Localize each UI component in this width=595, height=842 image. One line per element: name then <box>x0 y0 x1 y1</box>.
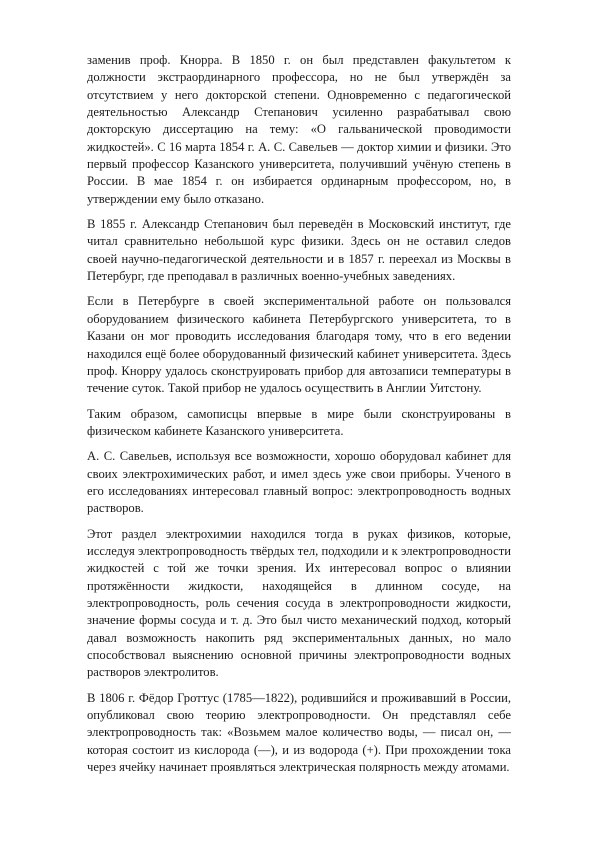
paragraph-7: В 1806 г. Фёдор Гроттус (1785—1822), родившийся и проживавший в России, опубликовал свою теорию электропроводности. Он представлял себе электропроводность так: «Возьмем малое количество воды, — писал он, — которая состоит из кислорода (—), и из водорода (+). При прохождении тока через ячейку начинает проявляться электрическая полярность между атомами. <box>87 690 511 775</box>
document-page <box>87 52 511 784</box>
paragraph-6: Этот раздел электрохимии находился тогда в руках физиков, которые, исследуя электропроводность твёрдых тел, подходили и к электропроводности жидкостей с той же точки зрения. Их интересовал вопрос о влиянии протяжённости жидкости, находящейся в длинном сосуде, на электропроводность, роль сечения сосуда в электропроводности жидкости, значение формы сосуда и т. д. Это был чисто механический подход, который давал возможность накопить ряд экспериментальных данных, но мало способствовал выяснению основной причины электропроводности водных растворов электролитов. <box>87 526 511 680</box>
paragraph-1: заменив проф. Кнорра. В 1850 г. он был представлен факультетом к должности экстраординарного профессора, но не был утверждён за отсутствием у него докторской степени. Одновременно с педагогической деятельностью Александр Степанович усиленно разрабатывал свою докторскую диссертацию на тему: «О гальванической проводимости жидкостей». С 16 марта 1854 г. А. С. Савельев — доктор химии и физики. Это первый профессор Казанского университета, получивший учёную степень в России. В мае 1854 г. он избирается ординарным профессором, но, в утверждении ему было отказано. <box>87 53 511 206</box>
paragraph-3: Если в Петербурге в своей экспериментальной работе он пользовался оборудованием физического кабинета Петербургского университета, то в Казани он мог проводить исследования благодаря тому, что в его ведении находился ещё более оборудованный физический кабинет университета. Здесь проф. Кнорру удалось сконструировать прибор для автозаписи температуры в течение суток. Такой прибор не удалось осуществить в Англии Уитстону. <box>87 294 511 396</box>
paragraph-4: Таким образом, самописцы впервые в мире были сконструированы в физическом кабинете Казанского университета. <box>87 406 511 438</box>
paragraph-2: В 1855 г. Александр Степанович был переведён в Московский институт, где читал сравнительно небольшой курс физики. Здесь он не оставил следов своей научно-педагогической деятельности и в 1857 г. переехал из Москвы в Петербург, где преподавал в различных военно-учебных заведениях. <box>87 217 511 284</box>
paragraph-5: А. С. Савельев, используя все возможности, хорошо оборудовал кабинет для своих электрохимических работ, и имел здесь уже свои приборы. Ученого в его исследованиях интересовал главный вопрос: электропроводность водных растворов. <box>87 449 511 516</box>
